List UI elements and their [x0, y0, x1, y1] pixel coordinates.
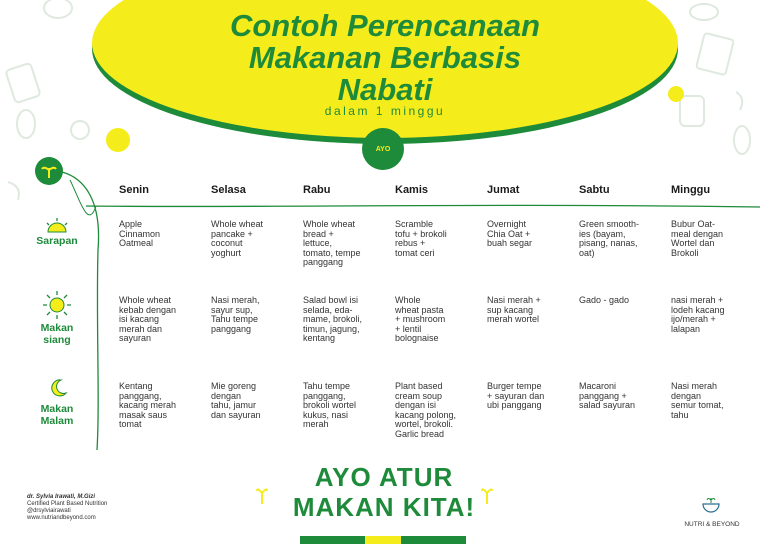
menu-cell: Tahu tempe panggang, brokoli wortel kukus, nasi merah [303, 381, 357, 430]
meal-label-sarapan: Sarapan [36, 235, 78, 247]
menu-cell: Bubur Oat- meal dengan Wortel dan Brokoli [671, 219, 724, 258]
menu-cell: Nasi merah + sup kacang merah wortel [487, 295, 541, 325]
sprout-icon [255, 484, 269, 504]
subtitle: dalam 1 minggu [324, 104, 446, 118]
menu-cell: Scramble tofu + brokoli rebus + tomat ceri [395, 219, 447, 258]
sunrise-icon [44, 216, 70, 234]
menu-cell: Kentang panggang, kacang merah masak saus tomat [119, 381, 177, 430]
menu-cell: Gado - gado [579, 295, 630, 305]
menu-cell: Whole wheat pancake + coconut yoghurt [211, 219, 264, 258]
menu-cell: Overnight Chia Oat + buah segar [487, 219, 533, 249]
day-header: Senin [119, 184, 149, 196]
meal-label-makan-siang: Makan siang [40, 322, 74, 346]
menu-cell: Macaroni panggang + salad sayuran [579, 381, 636, 411]
menu-cell: Whole wheat pasta + mushroom + lentil bolognaise [395, 295, 446, 344]
moon-icon [48, 378, 68, 398]
menu-cell: nasi merah + lodeh kacang ijo/merah + lalapan [671, 295, 725, 334]
menu-cell: Apple Cinnamon Oatmeal [119, 219, 161, 249]
menu-cell: Nasi merah dengan semur tomat, tahu [671, 381, 724, 420]
menu-cell: Mie goreng dengan tahu, jamur dan sayuran [211, 381, 261, 420]
menu-cell: Salad bowl isi selada, eda- mame, brokoli, timun, jagung, kentang [303, 295, 363, 344]
menu-cell: Whole wheat kebab dengan isi kacang merah dan sayuran [119, 295, 177, 344]
day-header: Sabtu [579, 184, 610, 196]
menu-cell: Burger tempe + sayuran dan ubi panggang [487, 381, 545, 411]
meal-label-makan-malam: Makan Malam [40, 403, 74, 427]
ayo-badge: AYO [362, 128, 404, 170]
day-header: Jumat [487, 184, 520, 196]
brand-name: NUTRI & BEYOND [684, 521, 740, 528]
author-credit: dr. Sylvia Irawati, M.Gizi Certified Plant Based Nutrition @drsylviairawati www.nutriandbeyond.com [27, 494, 108, 521]
day-header: Minggu [671, 184, 711, 196]
day-header: Selasa [211, 184, 246, 196]
menu-cell: Plant based cream soup dengan isi kacang polong, wortel, brokoli. Garlic bread [395, 381, 457, 439]
bowl-logo-icon [701, 496, 721, 516]
sprout-icon [480, 484, 494, 504]
menu-cell: Green smooth- ies (bayam, pisang, nanas, oat) [579, 219, 640, 258]
sun-icon [42, 290, 72, 320]
day-header: Kamis [395, 184, 429, 196]
menu-cell: Nasi merah, sayur sup, Tahu tempe panggang [211, 295, 260, 334]
menu-cell: Whole wheat bread + lettuce, tomato, tempe panggang [303, 219, 361, 268]
cta-heading: AYO ATUR MAKAN KITA! [292, 462, 476, 522]
page-title: Contoh Perencanaan Makanan Berbasis Nabati [229, 8, 541, 107]
day-header: Rabu [303, 184, 331, 196]
